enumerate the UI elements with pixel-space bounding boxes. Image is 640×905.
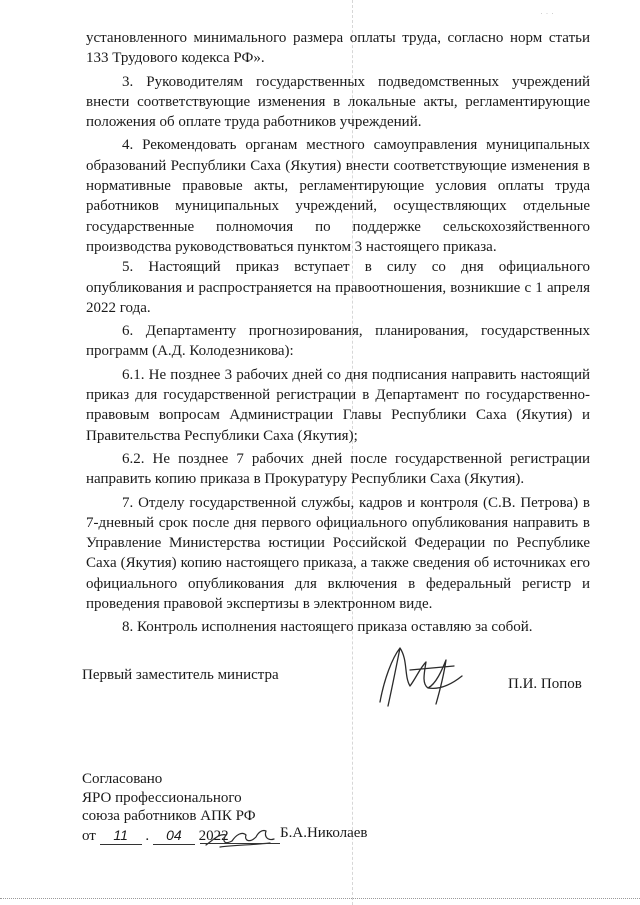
- date-prefix: от: [82, 827, 96, 844]
- paragraph-6: 6. Департаменту прогнозирования, планирования, государственных программ (А.Д. Колодезникова):: [86, 323, 590, 360]
- paragraph-8: 8. Контроль исполнения настоящего приказа оставляю за собой.: [122, 619, 533, 636]
- approval-org-line-1: ЯРО профессионального: [82, 789, 242, 806]
- date-month: 04: [153, 826, 195, 846]
- paragraph-3: 3. Руководителям государственных подведомственных учреждений внести соответствующие изменения в локальные акты, регламентирующие положения об оплате труда работников учреждений.: [86, 73, 590, 131]
- signatory-title: Первый заместитель министра: [82, 667, 279, 683]
- paragraph-continuation: установленного минимального размера оплаты труда, согласно норм статьи 133 Трудового кодекса РФ».: [86, 30, 590, 67]
- date-separator: .: [145, 827, 150, 844]
- approver-signature: [200, 815, 280, 855]
- approver-signature-line: [200, 843, 280, 844]
- paragraph-4: 4. Рекомендовать органам местного самоуправления муниципальных образований Республики Саха (Якутия) внести соответствующие изменения в нормативные правовые акты, регламентирующие условия оплаты труда работников муниципальных учреждений, осуществляющих отдельные государственные полномочия по поддержке сельскохозяйственного производства руководствоваться пунктом 3 настоящего приказа.: [86, 137, 590, 255]
- date-day: 11: [100, 826, 142, 846]
- paragraph-7: 7. Отделу государственной службы, кадров и контроля (С.В. Петрова) в 7-дневный срок после дня первого официального опубликования направить в Управление Министерства юстиции Российской Федерации по Республике Саха (Якутия) копию настоящего приказа, а также сведения об источниках его официального опубликования для включения в федеральный регистр и проведения правовой экспертизы в электронном виде.: [86, 494, 590, 613]
- scan-noise: · · ·: [540, 8, 554, 18]
- signatory-name: П.И. Попов: [508, 676, 582, 692]
- document-body: [86, 28, 590, 638]
- paragraph-6-2: 6.2. Не позднее 7 рабочих дней после государственной регистрации направить копию приказа в Прокуратуру Республики Саха (Якутия).: [86, 450, 590, 488]
- date-year: 2022: [198, 827, 229, 844]
- approver-name: Б.А.Николаев: [280, 825, 368, 841]
- paragraph-6-1: 6.1. Не позднее 3 рабочих дней со дня подписания направить настоящий приказ для государственной регистрации в Департамент по государственно-правовым вопросам Администрации Главы Республики Саха (Якутия) и Правительства Республики Саха (Якутия);: [86, 366, 590, 444]
- approval-org-line-2: союза работников АПК РФ: [82, 808, 256, 824]
- approval-heading: Согласовано: [82, 771, 163, 787]
- handwritten-signature: [370, 640, 470, 710]
- paragraph-5: 5. Настоящий приказ вступает в силу со дня официального опубликования и распространяется на правоотношения, возникшие с 1 апреля 2022 года.: [86, 259, 590, 316]
- page-bottom-edge: [0, 898, 640, 899]
